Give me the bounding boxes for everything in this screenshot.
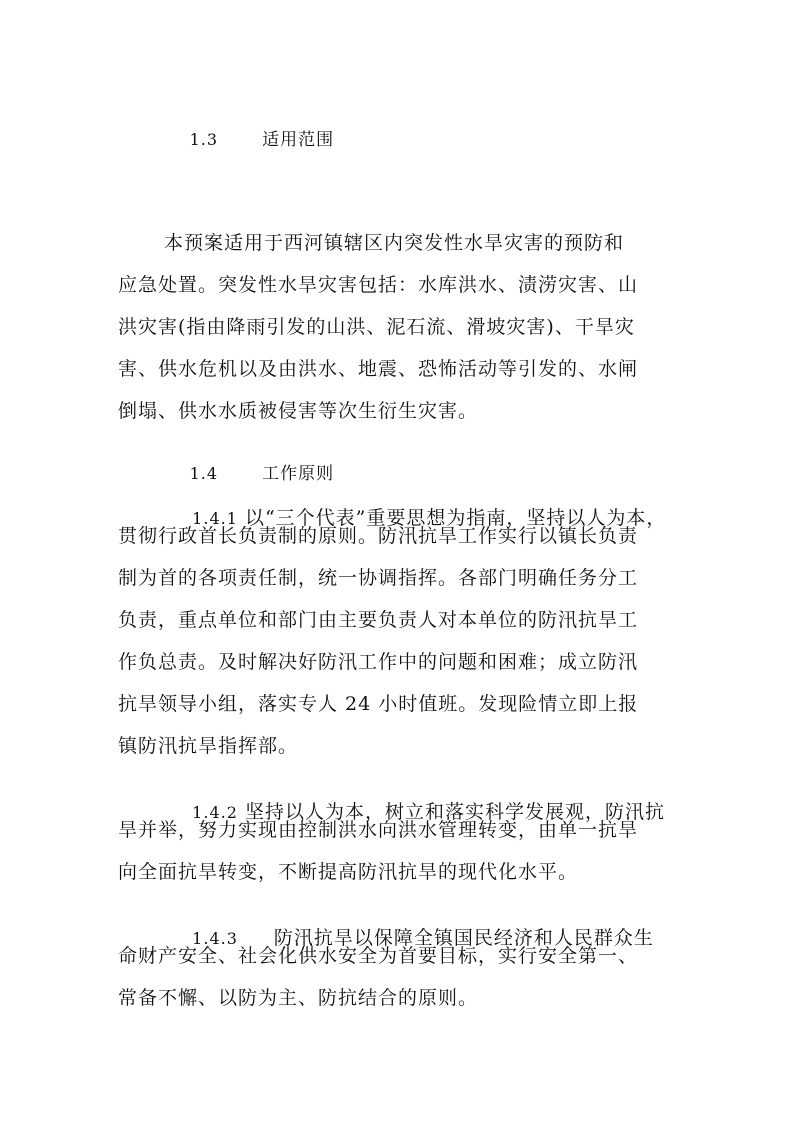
paragraph-text: 防汛抗旱以保障全镇国民经济和人民群众生 — [273, 927, 654, 949]
section-title: 适用范围 — [262, 130, 335, 150]
paragraph-line: 害、供水危机以及由洪水、地震、恐怖活动等引发的、水闸 — [118, 358, 639, 380]
paragraph-line: 抗旱领导小组，落实专人 24 小时值班。发现险情立即上报 — [118, 693, 639, 715]
paragraph-text: 以“三个代表”重要思想为指南，坚持以人为本， — [244, 507, 667, 529]
paragraph-line: 旱并举，努力实现由控制洪水向洪水管理转变，由单一抗旱 — [118, 819, 639, 841]
paragraph-line: 倒塌、供水水质被侵害等次生衍生灾害。 — [118, 400, 479, 422]
section-number: 1.4 — [189, 464, 219, 483]
paragraph-line: 负责，重点单位和部门由主要负责人对本单位的防汛抗旱工 — [118, 609, 639, 631]
paragraph-line: 常备不懈、以防为主、防抗结合的原则。 — [118, 987, 479, 1009]
paragraph-line: 向全面抗旱转变，不断提高防汛抗旱的现代化水平。 — [118, 861, 579, 883]
paragraph-line: 贯彻行政首长负责制的原则。防汛抗旱工作实行以镇长负责 — [118, 525, 639, 547]
item-number: 1.4.3 — [192, 929, 238, 948]
item-number: 1.4.1 — [192, 509, 238, 528]
paragraph-line: 本预案适用于西河镇辖区内突发性水旱灾害的预防和 — [164, 232, 625, 254]
section-title: 工作原则 — [262, 464, 335, 484]
paragraph-line: 洪灾害(指由降雨引发的山洪、泥石流、滑坡灾害)、干旱灾 — [118, 316, 635, 338]
section-number: 1.3 — [189, 130, 219, 149]
paragraph-line: 应急处置。突发性水旱灾害包括：水库洪水、渍涝灾害、山 — [118, 274, 639, 296]
paragraph-text: 坚持以人为本，树立和落实科学发展观，防汛抗 — [244, 801, 665, 823]
section-heading-1-3 — [164, 104, 334, 176]
paragraph-line: 制为首的各项责任制，统一协调指挥。各部门明确任务分工 — [118, 567, 639, 589]
paragraph-line: 命财产安全、社会化供水安全为首要目标，实行安全第一、 — [118, 945, 639, 967]
item-number: 1.4.2 — [192, 803, 238, 822]
paragraph-line: 作负总责。及时解决好防汛工作中的问题和困难；成立防汛 — [118, 651, 639, 673]
paragraph-line: 镇防汛抗旱指挥部。 — [118, 735, 299, 757]
